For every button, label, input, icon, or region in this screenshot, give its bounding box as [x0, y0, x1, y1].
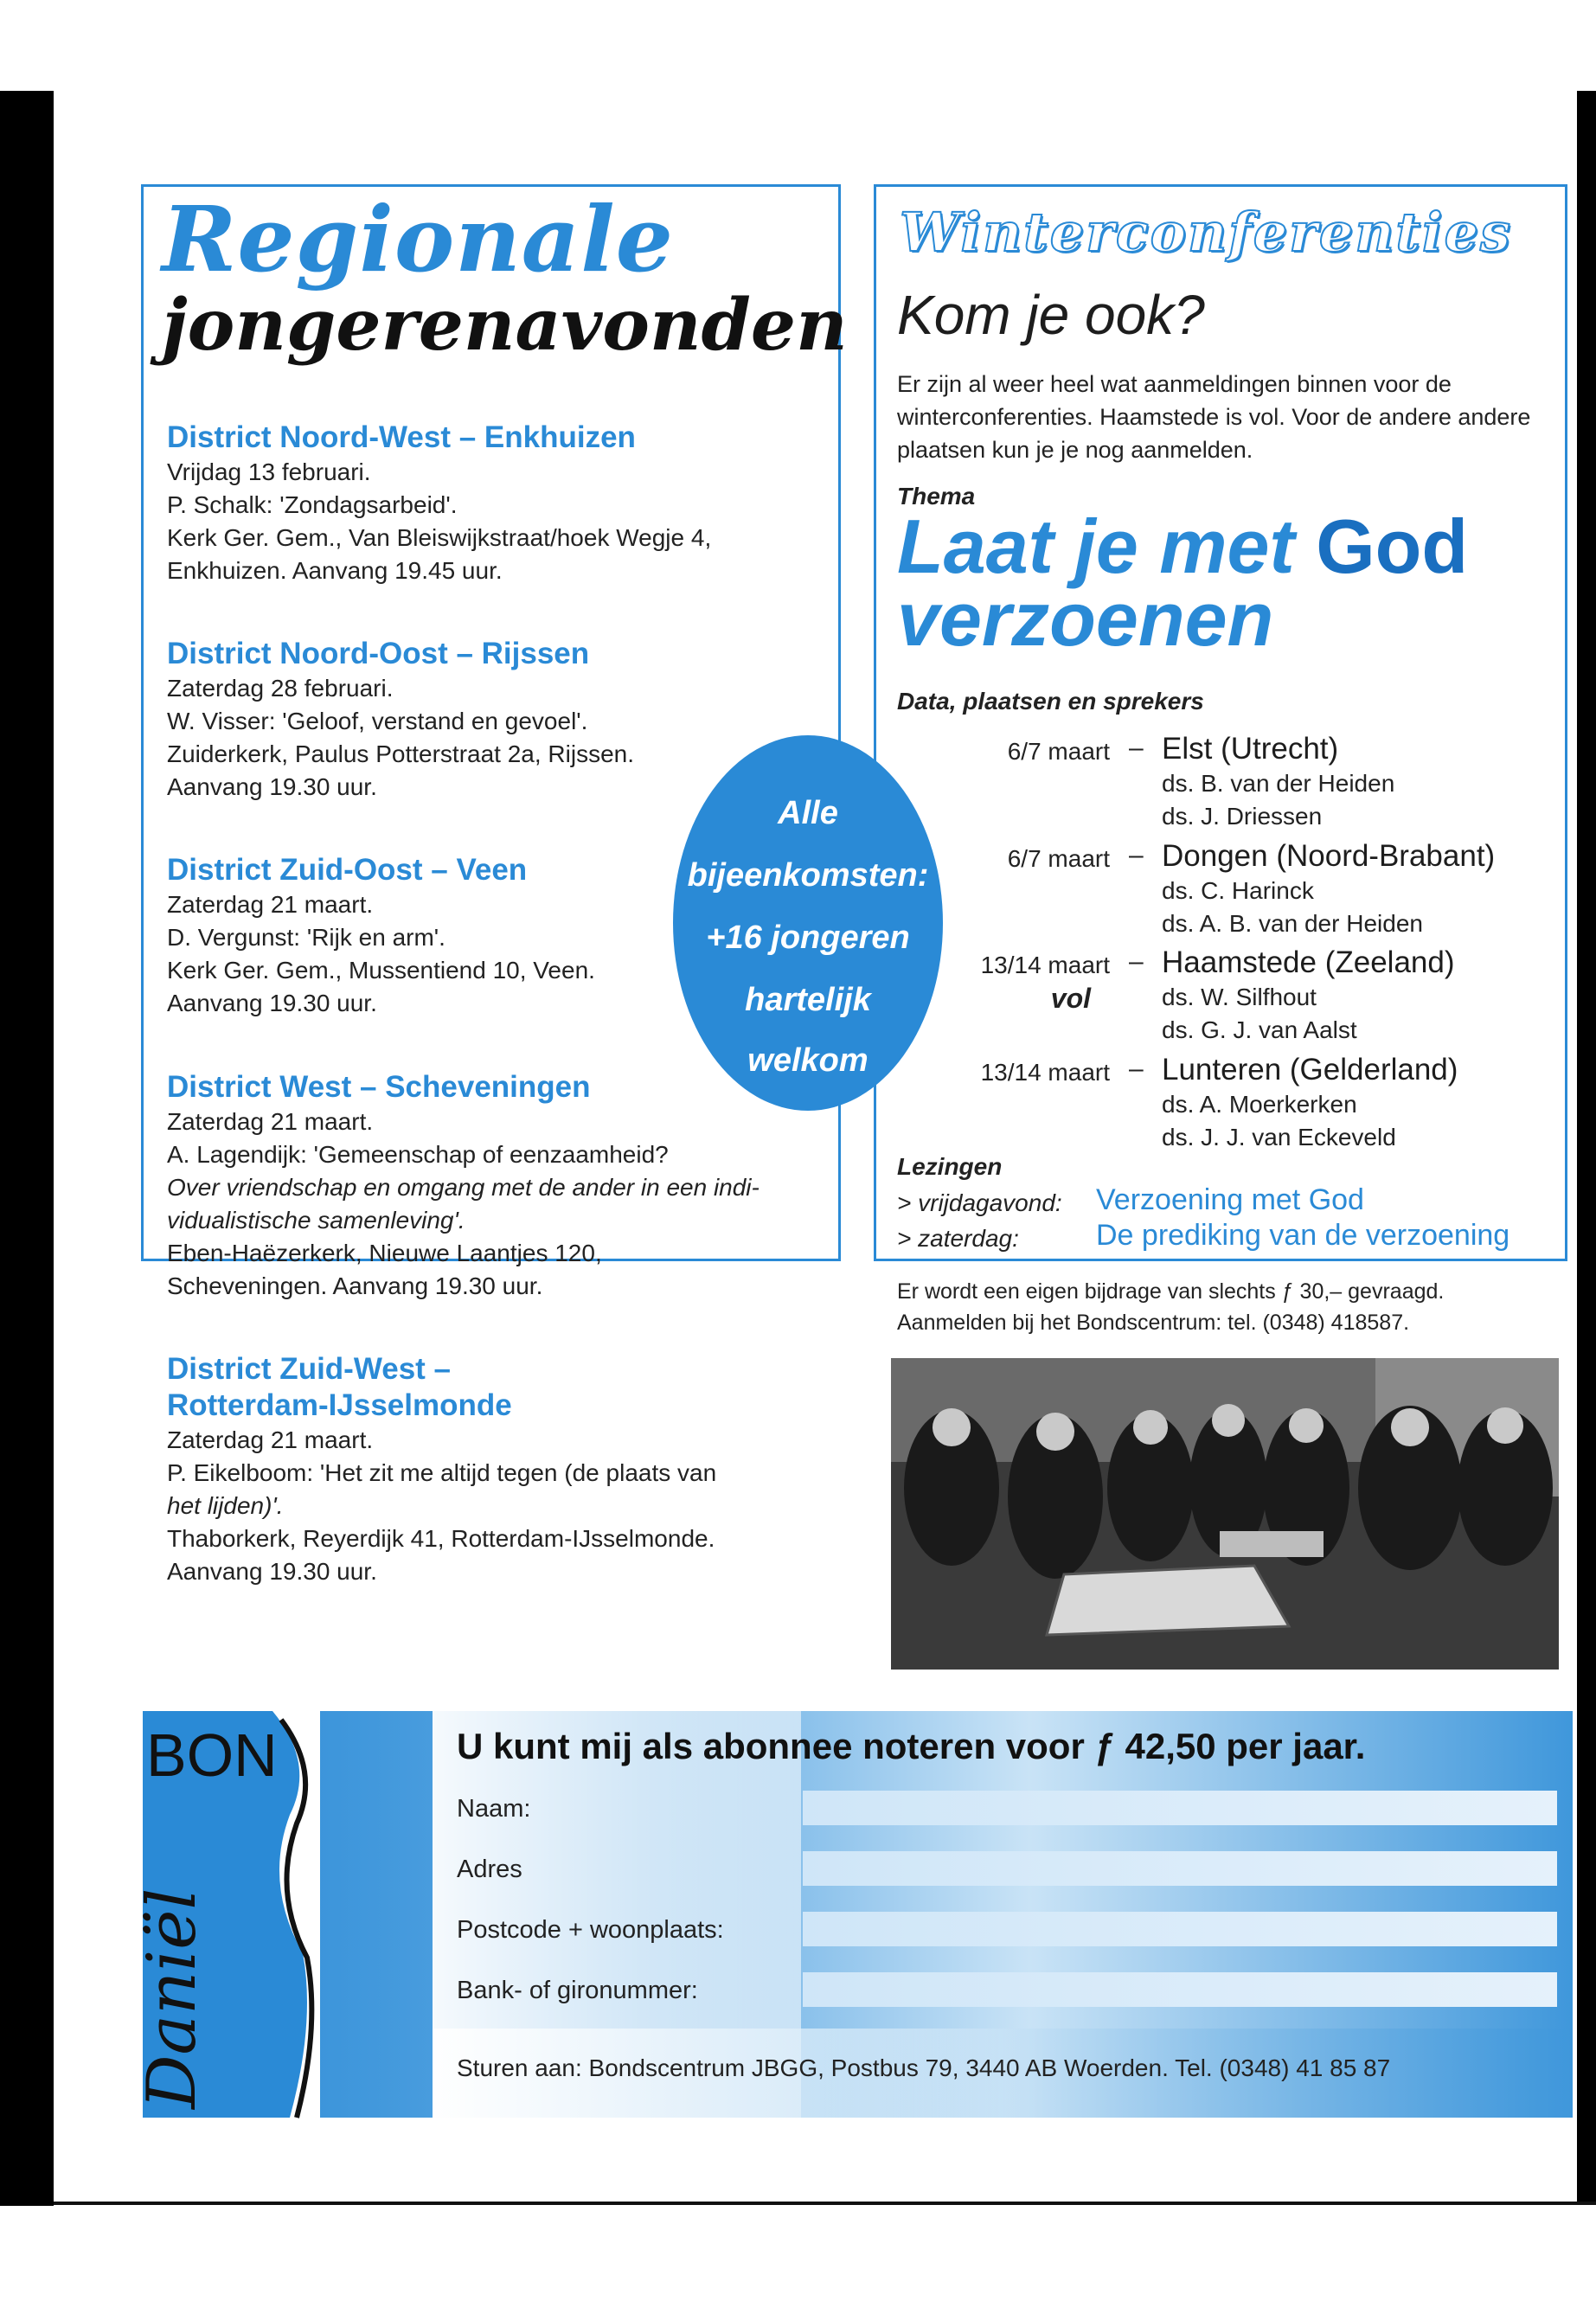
district-heading: District Noord-West – Enkhuizen [167, 420, 636, 454]
bank-label: Bank- of gironummer: [457, 1977, 698, 2004]
schedule-dash: – [1129, 947, 1144, 976]
schedule-full-note: vol [1050, 983, 1091, 1014]
district-speaker: W. Visser: 'Geloof, verstand en gevoel'. [167, 708, 588, 734]
schedule-place: Dongen (Noord-Brabant) [1162, 839, 1496, 873]
district-location: Eben-Haëzerkerk, Nieuwe Laantjes 120, [167, 1240, 602, 1266]
schedule-speaker: ds. A. B. van der Heiden [1162, 910, 1423, 937]
schedule-date: 13/14 maart [980, 952, 1110, 978]
schedule-place: Haamstede (Zeeland) [1162, 945, 1455, 979]
send-to-address: Sturen aan: Bondscentrum JBGG, Postbus 79, 3440 AB Woerden. Tel. (0348) 41 85 87 [457, 2054, 1391, 2081]
district-heading: District Zuid-Oost – Veen [167, 853, 528, 887]
winter-title: Winterconferenties [900, 201, 1512, 264]
thema-title [897, 503, 1469, 662]
district-topic: Over vriendschap en omgang met de ander in een indi- [167, 1174, 760, 1201]
district-heading: District Zuid-West – [167, 1352, 452, 1386]
district-zuid-west [167, 1351, 824, 1588]
district-speaker: D. Vergunst: 'Rijk en arm'. [167, 924, 445, 951]
district-date: Zaterdag 21 maart. [167, 891, 374, 918]
lecture-title: Verzoening met God [1096, 1183, 1364, 1216]
bubble-line: welkom [747, 1042, 869, 1079]
logo-bon: BON [146, 1721, 278, 1789]
district-noord-west [167, 420, 824, 587]
schedule-date: 13/14 maart [980, 1059, 1110, 1086]
subscription-title: U kunt mij als abonnee noteren voor ƒ 42,50 per jaar. [457, 1726, 1366, 1766]
district-heading: District Noord-Oost – Rijssen [167, 637, 590, 670]
address-input[interactable] [803, 1851, 1557, 1886]
district-location: Zuiderkerk, Paulus Potterstraat 2a, Rijssen. [167, 740, 635, 767]
schedule-speaker: ds. W. Silfhout [1162, 984, 1317, 1010]
bubble-line: Alle [778, 795, 838, 831]
lecture-day: > zaterdag: [897, 1225, 1019, 1252]
bank-input[interactable] [803, 1972, 1557, 2007]
lecture-title: De prediking van de verzoening [1096, 1219, 1510, 1252]
lectures-label: Lezingen [897, 1153, 1003, 1180]
district-heading: District West – Scheveningen [167, 1070, 591, 1104]
welcome-bubble [673, 735, 943, 1111]
district-speaker: P. Schalk: 'Zondagsarbeid'. [167, 491, 458, 518]
district-date: Zaterdag 21 maart. [167, 1108, 374, 1135]
district-topic: het lijden)'. [167, 1492, 284, 1519]
postcode-label: Postcode + woonplaats: [457, 1916, 724, 1944]
photo-illustration [891, 1358, 1559, 1670]
name-input[interactable] [803, 1791, 1557, 1825]
schedule-dash: – [1129, 841, 1144, 869]
logo-daniel: Daniël [133, 1888, 211, 2109]
logo-illustration [133, 1711, 320, 2118]
district-location: Kerk Ger. Gem., Mussentiend 10, Veen. [167, 957, 595, 984]
schedule-date: 6/7 maart [1007, 845, 1110, 872]
schedule-speaker: ds. J. J. van Eckeveld [1162, 1124, 1396, 1150]
regional-title: Regionale [162, 186, 674, 292]
scan-edge-right [1577, 91, 1596, 2202]
bubble-line: bijeenkomsten: [687, 857, 929, 894]
thema-god: God [1316, 503, 1469, 589]
name-label: Naam: [457, 1795, 531, 1823]
district-heading: Rotterdam-IJsselmonde [167, 1388, 512, 1422]
district-speaker: P. Eikelboom: 'Het zit me altijd tegen (de plaats van [167, 1459, 717, 1486]
district-date: Zaterdag 28 februari. [167, 675, 394, 702]
schedule-speaker: ds. J. Driessen [1162, 803, 1323, 830]
thema-label: Thema [897, 483, 976, 510]
regional-subtitle: jongerenavonden [162, 284, 848, 367]
lecture-day: > vrijdagavond: [897, 1189, 1062, 1216]
schedule-label: Data, plaatsen en sprekers [897, 688, 1204, 715]
register-line: Aanmelden bij het Bondscentrum: tel. (0348) 418587. [897, 1311, 1410, 1335]
schedule-place: Elst (Utrecht) [1162, 732, 1339, 766]
fee-info [897, 1276, 1554, 1338]
thema-part1: Laat je met [897, 503, 1295, 589]
schedule-date: 6/7 maart [1007, 738, 1110, 765]
district-time: Scheveningen. Aanvang 19.30 uur. [167, 1272, 543, 1299]
winter-intro: Er zijn al weer heel wat aanmeldingen binnen voor de winterconferenties. Haamstede is vol. Voor de andere andere plaatsen kun je je nog aanmelden. [897, 371, 1531, 463]
district-time: Aanvang 19.30 uur. [167, 990, 377, 1016]
schedule-place: Lunteren (Gelderland) [1162, 1053, 1458, 1086]
schedule-speaker: ds. C. Harinck [1162, 877, 1314, 904]
group-photo [891, 1358, 1559, 1670]
schedule-speaker: ds. G. J. van Aalst [1162, 1016, 1357, 1043]
district-location: Thaborkerk, Reyerdijk 41, Rotterdam-IJsselmonde. [167, 1525, 715, 1552]
district-location: Kerk Ger. Gem., Van Bleiswijkstraat/hoek Wegje 4, [167, 524, 712, 551]
bubble-line: hartelijk [745, 982, 871, 1018]
winter-question: Kom je ook? [897, 284, 1205, 346]
thema-part2: verzoenen [897, 576, 1274, 662]
schedule-dash: – [1129, 734, 1144, 762]
address-label: Adres [457, 1856, 522, 1883]
district-topic: vidualistische samenleving'. [167, 1207, 465, 1234]
district-west [167, 1069, 824, 1303]
bon-daniel-logo [133, 1711, 320, 2118]
bubble-line: +16 jongeren [706, 920, 910, 956]
district-speaker: A. Lagendijk: 'Gemeenschap of eenzaamheid? [167, 1141, 669, 1168]
district-time: Aanvang 19.30 uur. [167, 1558, 377, 1585]
postcode-input[interactable] [803, 1912, 1557, 1946]
schedule-speaker: ds. A. Moerkerken [1162, 1091, 1357, 1118]
scan-edge-left [0, 91, 54, 2206]
district-time: Aanvang 19.30 uur. [167, 773, 377, 800]
district-date: Zaterdag 21 maart. [167, 1426, 374, 1453]
district-time: Enkhuizen. Aanvang 19.45 uur. [167, 557, 503, 584]
schedule-dash: – [1129, 1054, 1144, 1083]
fee-line: Er wordt een eigen bijdrage van slechts ƒ 30,– gevraagd. [897, 1279, 1445, 1304]
district-date: Vrijdag 13 februari. [167, 458, 371, 485]
schedule-speaker: ds. B. van der Heiden [1162, 770, 1395, 797]
scan-edge-bottom [54, 2202, 1596, 2205]
